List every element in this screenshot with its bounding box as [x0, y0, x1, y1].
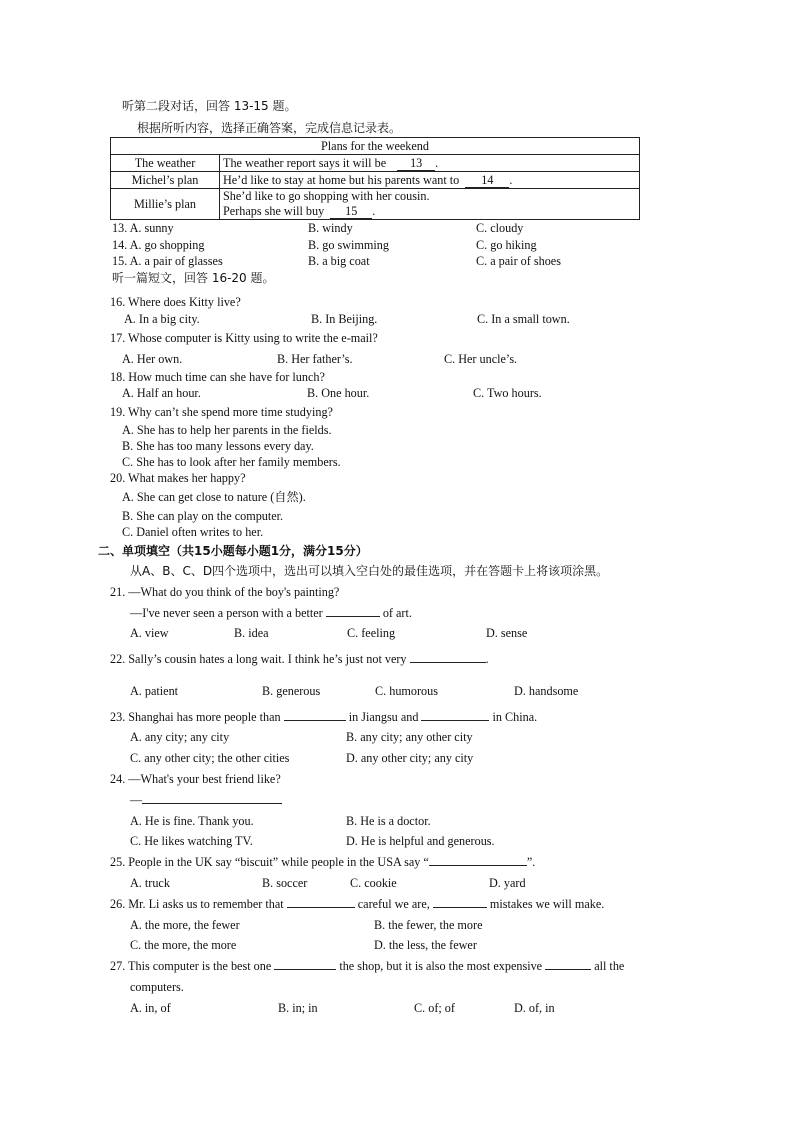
table-row	[111, 172, 640, 189]
table-title-row	[111, 138, 640, 155]
q25-stem-pre: 25. People in the UK say “biscuit” while people in the USA say “	[110, 855, 429, 869]
row-text-content: He’d like to stay at home but his parents want to	[223, 172, 460, 187]
q23-blank-1	[284, 720, 346, 721]
q19-stem: 19. Why can’t she spend more time studying?	[110, 405, 333, 419]
q21-option-c: C. feeling	[347, 626, 396, 640]
dialogue2-intro: 听第二段对话，回答 13-15 题。	[122, 99, 297, 113]
q15-option-a: 15. A. a pair of glasses	[112, 254, 223, 268]
table-title: Plans for the weekend	[111, 138, 640, 155]
q21-stem2-post: of art.	[382, 606, 412, 620]
q18-option-b: B. One hour.	[307, 386, 370, 400]
q16-option-b: B. In Beijing.	[311, 312, 378, 326]
q27-blank-1	[274, 969, 336, 970]
q24-dash: —	[130, 793, 143, 807]
q24-answer-line	[130, 793, 282, 808]
q23-option-c: C. any other city; the other cities	[130, 751, 290, 765]
q25-stem-post: ”.	[526, 855, 536, 869]
q23-option-b: B. any city; any other city	[346, 730, 473, 744]
q14-option-a: 14. A. go shopping	[112, 238, 205, 252]
q22-option-b: B. generous	[262, 684, 321, 698]
q22-stem-post: .	[485, 652, 489, 666]
q26-stem-post: mistakes we will make.	[489, 897, 605, 911]
q21-option-b: B. idea	[234, 626, 269, 640]
q15-option-b: B. a big coat	[308, 254, 370, 268]
q20-stem: 20. What makes her happy?	[110, 471, 246, 485]
q25-stem	[110, 855, 535, 870]
q13-option-c: C. cloudy	[476, 221, 524, 235]
dialogue2-instruction: 根据所听内容，选择正确答案，完成信息记录表。	[137, 121, 402, 135]
q25-option-c: C. cookie	[350, 876, 397, 890]
row-text-line2: Perhaps she will buy	[223, 204, 325, 218]
q13-option-a: 13. A. sunny	[112, 221, 174, 235]
q21-stem1: 21. —What do you think of the boy's painting?	[110, 585, 340, 599]
q22-stem	[110, 652, 489, 667]
q23-stem-mid: in Jiangsu and	[348, 710, 419, 724]
row-label: Millie’s plan	[111, 189, 220, 220]
row-label: Michel’s plan	[111, 172, 220, 189]
row-label: The weather	[111, 155, 220, 172]
table-row	[111, 155, 640, 172]
q21-stem2-pre: —I've never seen a person with a better	[130, 606, 323, 620]
q25-blank	[429, 865, 527, 866]
passage-intro: 听一篇短文，回答 16-20 题。	[112, 271, 275, 285]
q27-option-b: B. in; in	[278, 1001, 318, 1015]
q27-option-c: C. of; of	[414, 1001, 455, 1015]
q17-option-c: C. Her uncle’s.	[444, 352, 518, 366]
q13-option-b: B. windy	[308, 221, 353, 235]
q27-option-a: A. in, of	[130, 1001, 171, 1015]
q25-option-b: B. soccer	[262, 876, 308, 890]
q21-blank	[326, 616, 380, 617]
q14-option-c: C. go hiking	[476, 238, 537, 252]
row-text-content: The weather report says it will be	[223, 155, 387, 170]
q23-option-a: A. any city; any city	[130, 730, 230, 744]
table-row	[111, 189, 640, 220]
q22-blank	[410, 662, 486, 663]
q17-stem: 17. Whose computer is Kitty using to write the e-mail?	[110, 331, 378, 345]
q27-stem-post: all the	[594, 959, 625, 973]
q25-option-a: A. truck	[130, 876, 170, 890]
q26-blank-2	[433, 907, 487, 908]
q27-blank-2	[545, 969, 591, 970]
q22-option-c: C. humorous	[375, 684, 438, 698]
q24-stem: 24. —What's your best friend like?	[110, 772, 281, 786]
q21-stem2	[130, 606, 412, 621]
q26-blank-1	[287, 907, 355, 908]
q27-stem-pre: 27. This computer is the best one	[110, 959, 272, 973]
q18-option-a: A. Half an hour.	[122, 386, 201, 400]
q16-stem: 16. Where does Kitty live?	[110, 295, 241, 309]
q20-option-c: C. Daniel often writes to her.	[122, 525, 264, 539]
q24-option-c: C. He likes watching TV.	[130, 834, 253, 848]
blank-15: 15	[330, 205, 372, 219]
blank-14: 14	[465, 174, 509, 188]
row-text: He’d like to stay at home but his parents want to 14 .	[220, 172, 640, 189]
q22-option-d: D. handsome	[514, 684, 579, 698]
q21-option-d: D. sense	[486, 626, 528, 640]
q26-stem-mid: careful we are,	[357, 897, 430, 911]
q24-blank	[142, 803, 282, 804]
q19-option-a: A. She has to help her parents in the fields.	[122, 423, 332, 437]
q23-stem-post: in China.	[492, 710, 538, 724]
q17-option-b: B. Her father’s.	[277, 352, 353, 366]
q23-option-d: D. any other city; any city	[346, 751, 474, 765]
row-text: The weather report says it will be 13 .	[220, 155, 640, 172]
plans-table	[110, 137, 640, 220]
q24-option-a: A. He is fine. Thank you.	[130, 814, 254, 828]
q23-stem	[110, 710, 537, 725]
q16-option-a: A. In a big city.	[124, 312, 200, 326]
q21-option-a: A. view	[130, 626, 169, 640]
blank-13: 13	[397, 157, 435, 171]
q18-stem: 18. How much time can she have for lunch?	[110, 370, 325, 384]
q17-option-a: A. Her own.	[122, 352, 183, 366]
row-text: She’d like to go shopping with her cousin. Perhaps she will buy 15 .	[220, 189, 640, 220]
q27-stem-line2: computers.	[130, 980, 184, 994]
q16-option-c: C. In a small town.	[477, 312, 570, 326]
q27-option-d: D. of, in	[514, 1001, 555, 1015]
q15-option-c: C. a pair of shoes	[476, 254, 561, 268]
q23-blank-2	[421, 720, 489, 721]
row-text-line1: She’d like to go shopping with her cousin.	[223, 189, 430, 203]
q20-option-a: A. She can get close to nature (自然).	[122, 490, 306, 504]
q25-option-d: D. yard	[489, 876, 526, 890]
q26-option-b: B. the fewer, the more	[374, 918, 483, 932]
q18-option-c: C. Two hours.	[473, 386, 542, 400]
q26-option-d: D. the less, the fewer	[374, 938, 477, 952]
q24-option-d: D. He is helpful and generous.	[346, 834, 495, 848]
q27-stem	[110, 959, 624, 974]
section-heading: 二、单项填空（共15小题每小题1分，满分15分）	[98, 544, 368, 558]
q14-option-b: B. go swimming	[308, 238, 389, 252]
q19-option-b: B. She has too many lessons every day.	[122, 439, 314, 453]
section-instruction: 从A、B、C、D四个选项中，选出可以填入空白处的最佳选项，并在答题卡上将该项涂黑。	[130, 564, 609, 578]
q24-option-b: B. He is a doctor.	[346, 814, 431, 828]
q22-option-a: A. patient	[130, 684, 179, 698]
q22-stem-pre: 22. Sally’s cousin hates a long wait. I think he’s just not very	[110, 652, 407, 666]
q20-option-b: B. She can play on the computer.	[122, 509, 284, 523]
q27-stem-mid: the shop, but it is also the most expensive	[339, 959, 543, 973]
q23-stem-pre: 23. Shanghai has more people than	[110, 710, 281, 724]
q19-option-c: C. She has to look after her family members.	[122, 455, 341, 469]
q26-stem	[110, 897, 604, 912]
q26-option-c: C. the more, the more	[130, 938, 237, 952]
q26-stem-pre: 26. Mr. Li asks us to remember that	[110, 897, 284, 911]
q26-option-a: A. the more, the fewer	[130, 918, 240, 932]
